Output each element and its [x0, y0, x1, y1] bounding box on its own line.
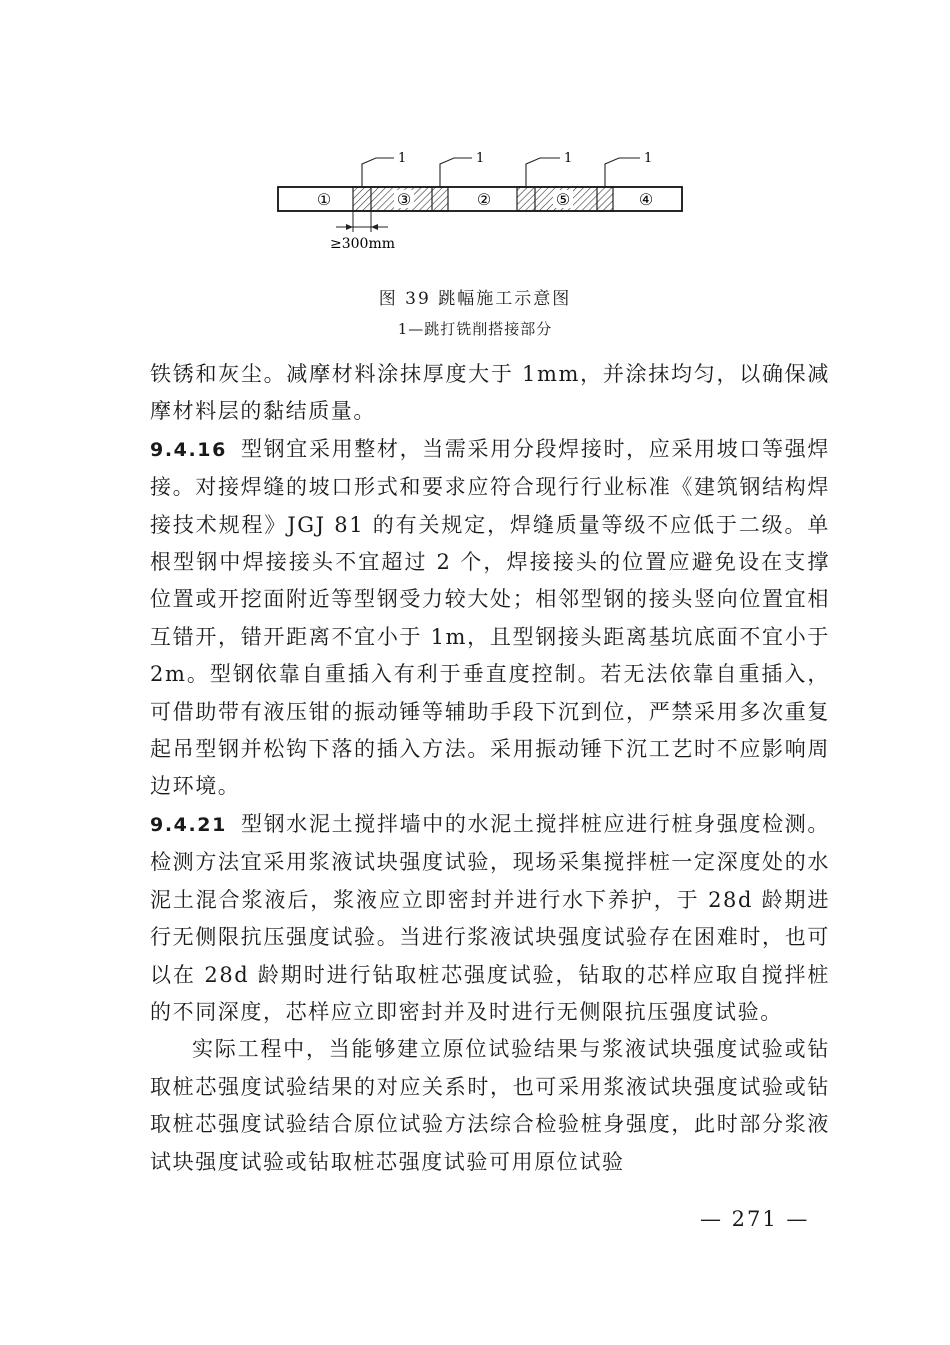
callout-label: 1	[644, 151, 653, 166]
figure-title: 图 39 跳幅施工示意图	[378, 289, 572, 309]
figure-39-diagram	[0, 0, 950, 280]
paragraph: 铁锈和灰尘。减摩材料涂抹厚度大于 1mm，并涂抹均匀，以确保减摩材料层的黏结质量。	[150, 362, 830, 424]
paragraph-text: 型钢水泥土搅拌墙中的水泥土搅拌桩应进行桩身强度检测。检测方法宜采用浆液试块强度试验，现场采集搅拌桩一定深度处的水泥土混合浆液后，浆液应立即密封并进行水下养护，于 28d 龄期进行无侧限抗压强度试验。当进行浆液试块强度试验存在困难时，也可以在 28d 龄期时进行钻取桩芯强度试验，钻取的芯样应取自搅拌桩的不同深度，芯样应立即密封并及时进行无侧限抗压强度试验。	[150, 811, 830, 1024]
paragraph	[150, 431, 830, 806]
paragraph-text: 型钢宜采用整材，当需采用分段焊接时，应采用坡口等强焊接。对接焊缝的坡口形式和要求应符合现行行业标准《建筑钢结构焊接技术规程》JGJ 81 的有关规定，焊缝质量等级不应低于二级。单根型钢中焊接接头不宜超过 2 个，焊接接头的位置应避免设在支撑位置或开挖面附近等型钢受力较大处；相邻型钢的接头竖向位置宜相互错开，错开距离不宜小于 1m，且型钢接头距离基坑底面不宜小于 2m。型钢依靠自重插入有利于垂直度控制。若无法依靠自重插入，可借助带有液压钳的振动锤等辅助手段下沉到位，严禁采用多次重复起吊型钢并松钩下落的插入方法。采用振动锤下沉工艺时不应影响周边环境。	[150, 436, 830, 799]
segment-label: ③	[396, 190, 412, 209]
segment-label: ④	[638, 190, 654, 209]
paragraph: 实际工程中，当能够建立原位试验结果与浆液试块强度试验或钻取桩芯强度试验结果的对应关系时，也可采用浆液试块强度试验或钻取桩芯强度试验结合原位试验方法综合检验桩身强度，此时部分浆液试块强度试验或钻取桩芯强度试验可用原位试验	[150, 1037, 830, 1174]
clause-number: 9.4.16	[150, 438, 227, 461]
paragraph	[150, 806, 830, 1031]
callout-label: 1	[398, 151, 407, 166]
body-text	[150, 356, 830, 1181]
segment-label: ⑤	[555, 190, 571, 209]
dimension-label: ≥300mm	[330, 236, 396, 252]
callout-label: 1	[476, 151, 485, 166]
clause-number: 9.4.21	[150, 813, 227, 836]
page-number: — 271 —	[700, 1207, 810, 1231]
figure-legend: 1—跳打铣削搭接部分	[397, 320, 553, 338]
callout-leader	[605, 158, 640, 187]
callout-leader	[440, 158, 472, 187]
segment-label: ②	[476, 190, 492, 209]
callout-label: 1	[564, 151, 573, 166]
callout-leader	[362, 158, 394, 187]
segment-label: ①	[316, 190, 332, 209]
callout-leader	[526, 158, 560, 187]
